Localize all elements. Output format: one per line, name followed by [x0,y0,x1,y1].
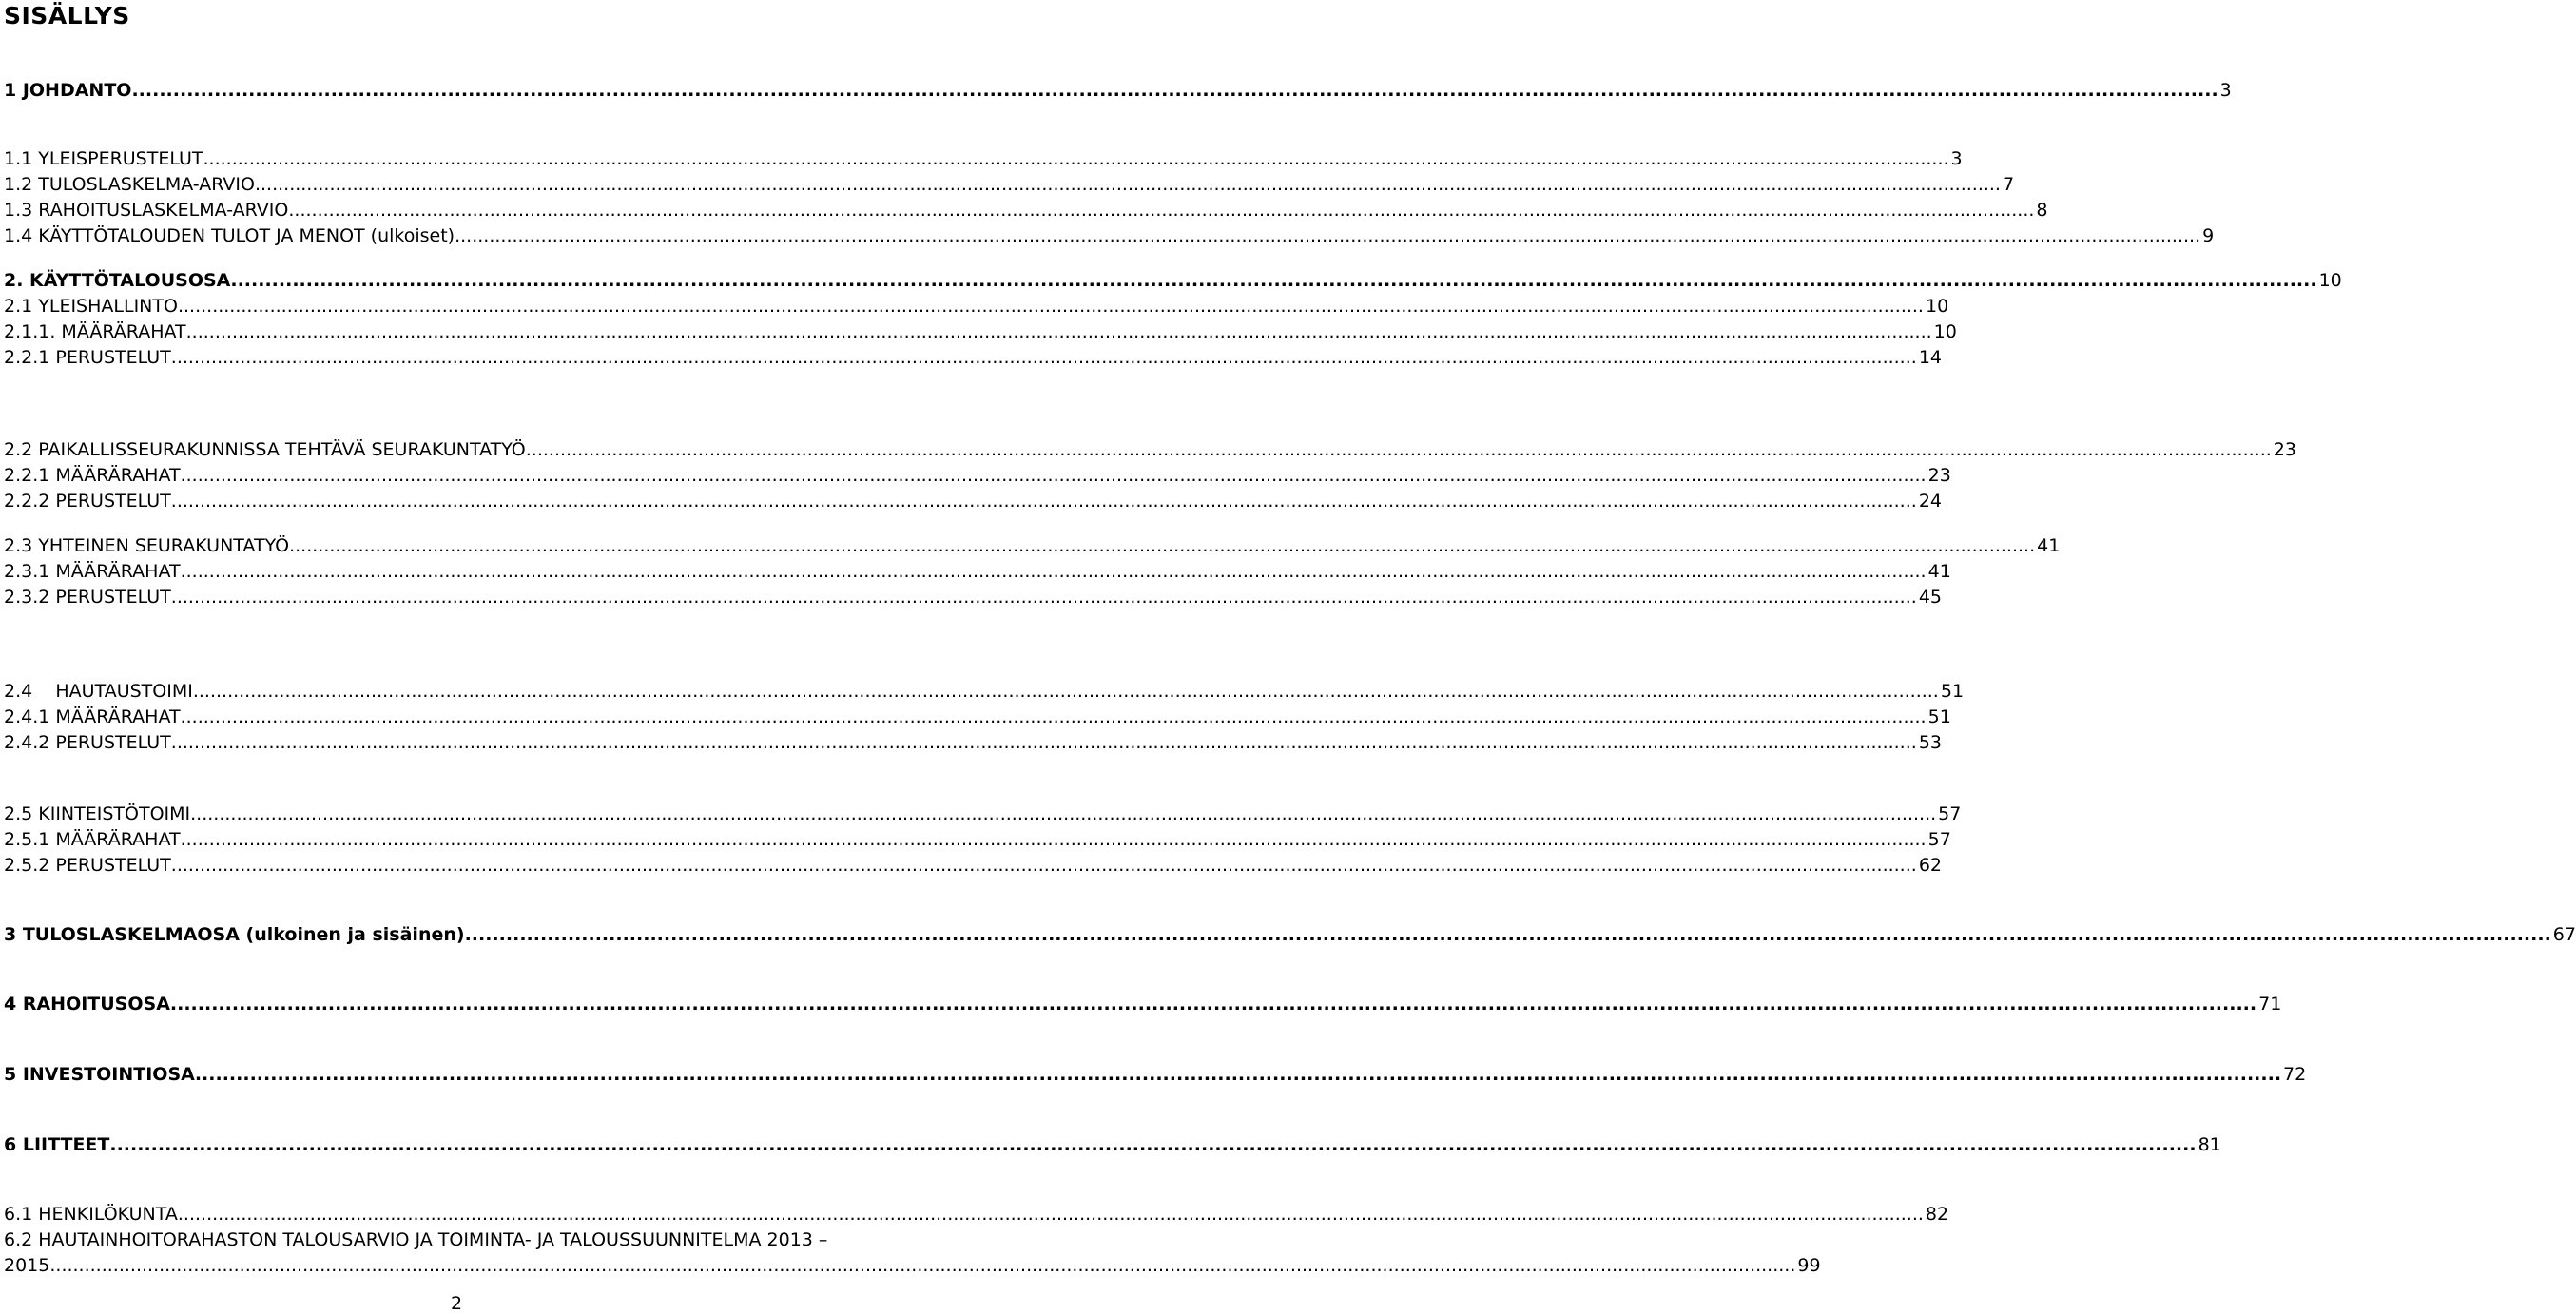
toc-leader [171,587,1917,608]
toc-entry-label: 2.1.1. MÄÄRÄRAHAT [4,321,186,342]
toc-entry-label: 2.2.1 MÄÄRÄRAHAT [4,465,181,486]
toc-entry-label: 1.2 TULOSLASKELMA-ARVIO [4,174,255,195]
toc-entry[interactable] [4,1204,1949,1225]
toc-entry-label: 2.5.2 PERUSTELUT [4,855,171,876]
toc-leader [186,321,1932,342]
toc-entry-page: 10 [2318,270,2342,291]
toc-leader [171,732,1917,753]
toc-leader [131,80,2218,101]
toc-leader [288,200,2034,221]
toc-title: SISÄLLYS [4,2,130,29]
toc-entry[interactable] [4,587,1942,608]
toc-entry[interactable] [4,535,2061,556]
toc-entry-page: 41 [1927,561,1951,582]
toc-leader [255,174,2001,195]
toc-entry[interactable] [4,439,2296,460]
toc-leader [178,296,1924,317]
toc-entry-page: 8 [2036,200,2048,221]
toc-entry-label: 2. KÄYTTÖTALOUSOSA [4,270,231,291]
toc-entry-page: 3 [1950,148,1963,169]
toc-leader [170,994,2256,1014]
toc-entry-page: 7 [2002,174,2015,195]
toc-entry-label: 2.4.1 MÄÄRÄRAHAT [4,706,181,727]
toc-entry[interactable] [4,732,1942,753]
toc-leader [465,924,2551,945]
toc-entry[interactable] [4,829,1951,850]
toc-entry[interactable] [4,681,1965,702]
toc-entry[interactable] [4,855,1942,876]
toc-leader [289,535,2035,556]
toc-entry-page: 3 [2219,80,2232,101]
toc-entry[interactable] [4,1064,2307,1085]
toc-entry[interactable] [4,296,1949,317]
toc-entry-page: 57 [1938,803,1962,824]
toc-entry-page: 41 [2037,535,2061,556]
toc-entry-label: 4 RAHOITUSOSA [4,994,170,1014]
toc-entry-label: 2.2.2 PERUSTELUT [4,491,171,512]
toc-entry[interactable] [4,321,1957,342]
toc-leader [526,439,2272,460]
toc-leader [171,347,1917,368]
toc-entry[interactable] [4,1134,2221,1155]
toc-entry-page: 82 [1925,1204,1949,1225]
toc-entry-label: 2.4.2 PERUSTELUT [4,732,171,753]
toc-entry[interactable] [4,174,2015,195]
toc-entry-page: 9 [2202,225,2215,246]
toc-entry-label: 2.3.2 PERUSTELUT [4,587,171,608]
toc-entry-label: 2.2 PAIKALLISSEURAKUNNISSA TEHTÄVÄ SEURAKUNTATYÖ [4,439,526,460]
toc-entry-label: 1.1 YLEISPERUSTELUT [4,148,203,169]
toc-entry-wrapped-label[interactable]: 6.2 HAUTAINHOITORAHASTON TALOUSARVIO JA TOIMINTA- JA TALOUSSUUNNITELMA 2013 – [4,1229,828,1250]
toc-entry-label: 2.5.1 MÄÄRÄRAHAT [4,829,181,850]
toc-entry[interactable] [4,148,1963,169]
toc-entry-page: 23 [1927,465,1951,486]
toc-entry-label: 2.1 YLEISHALLINTO [4,296,178,317]
toc-entry-page: 23 [2273,439,2296,460]
toc-entry-label: 2.2.1 PERUSTELUT [4,347,171,368]
toc-entry-label: 1 JOHDANTO [4,80,132,101]
toc-leader [171,855,1917,876]
toc-entry[interactable] [4,347,1942,368]
toc-entry[interactable] [4,491,1942,512]
toc-entry[interactable] [4,561,1951,582]
toc-leader [171,491,1917,512]
toc-leader [203,148,1949,169]
toc-entry[interactable] [4,465,1951,486]
toc-leader [455,225,2200,246]
toc-entry[interactable] [4,80,2232,101]
toc-leader [178,1204,1924,1225]
toc-entry-page: 62 [1918,855,1942,876]
toc-entry[interactable] [4,706,1951,727]
toc-entry-page: 72 [2283,1064,2307,1085]
toc-entry-label: 2015 [4,1255,50,1276]
toc-entry[interactable] [4,200,2048,221]
toc-entry[interactable] [4,924,2576,945]
toc-entry-page: 24 [1918,491,1942,512]
toc-entry[interactable] [4,994,2282,1014]
toc-entry-label: 2.4 HAUTAUSTOIMI [4,681,193,702]
toc-entry-page: 53 [1918,732,1942,753]
toc-entry-page: 51 [1927,706,1951,727]
toc-leader [109,1134,2196,1155]
toc-entry-page: 10 [1925,296,1949,317]
toc-entry-label: 6.1 HENKILÖKUNTA [4,1204,178,1225]
toc-entry-page: 67 [2552,924,2576,945]
toc-entry-label: 2.5 KIINTEISTÖTOIMI [4,803,191,824]
toc-leader [195,1064,2281,1085]
toc-leader [181,561,1927,582]
toc-leader [190,803,1936,824]
toc-entry-page: 10 [1933,321,1957,342]
toc-entry-label: 2.3.1 MÄÄRÄRAHAT [4,561,181,582]
toc-entry-label: 1.3 RAHOITUSLASKELMA-ARVIO [4,200,289,221]
toc-entry-label: 3 TULOSLASKELMAOSA (ulkoinen ja sisäinen) [4,924,465,945]
toc-leader [181,829,1927,850]
toc-leader [181,465,1927,486]
toc-leader [181,706,1927,727]
toc-entry-label: 6 LIITTEET [4,1134,110,1155]
toc-entry-page: 57 [1927,829,1951,850]
toc-entry-page: 14 [1918,347,1942,368]
toc-entry-page: 45 [1918,587,1942,608]
toc-leader [230,270,2316,291]
page-number: 2 [450,1293,463,1314]
toc-entry-label: 2.3 YHTEINEN SEURAKUNTATYÖ [4,535,290,556]
toc-entry[interactable] [4,803,1962,824]
toc-entry[interactable] [4,270,2342,291]
toc-entry[interactable] [4,225,2215,246]
toc-entry-page: 81 [2198,1134,2221,1155]
toc-entry-page: 99 [1797,1255,1821,1276]
toc-leader [193,681,1939,702]
toc-leader [49,1255,1795,1276]
toc-entry-label: 5 INVESTOINTIOSA [4,1064,195,1085]
toc-entry-label: 1.4 KÄYTTÖTALOUDEN TULOT JA MENOT (ulkoiset) [4,225,455,246]
toc-entry-page: 71 [2258,994,2282,1014]
toc-entry-page: 51 [1940,681,1965,702]
toc-entry[interactable] [4,1255,1821,1276]
